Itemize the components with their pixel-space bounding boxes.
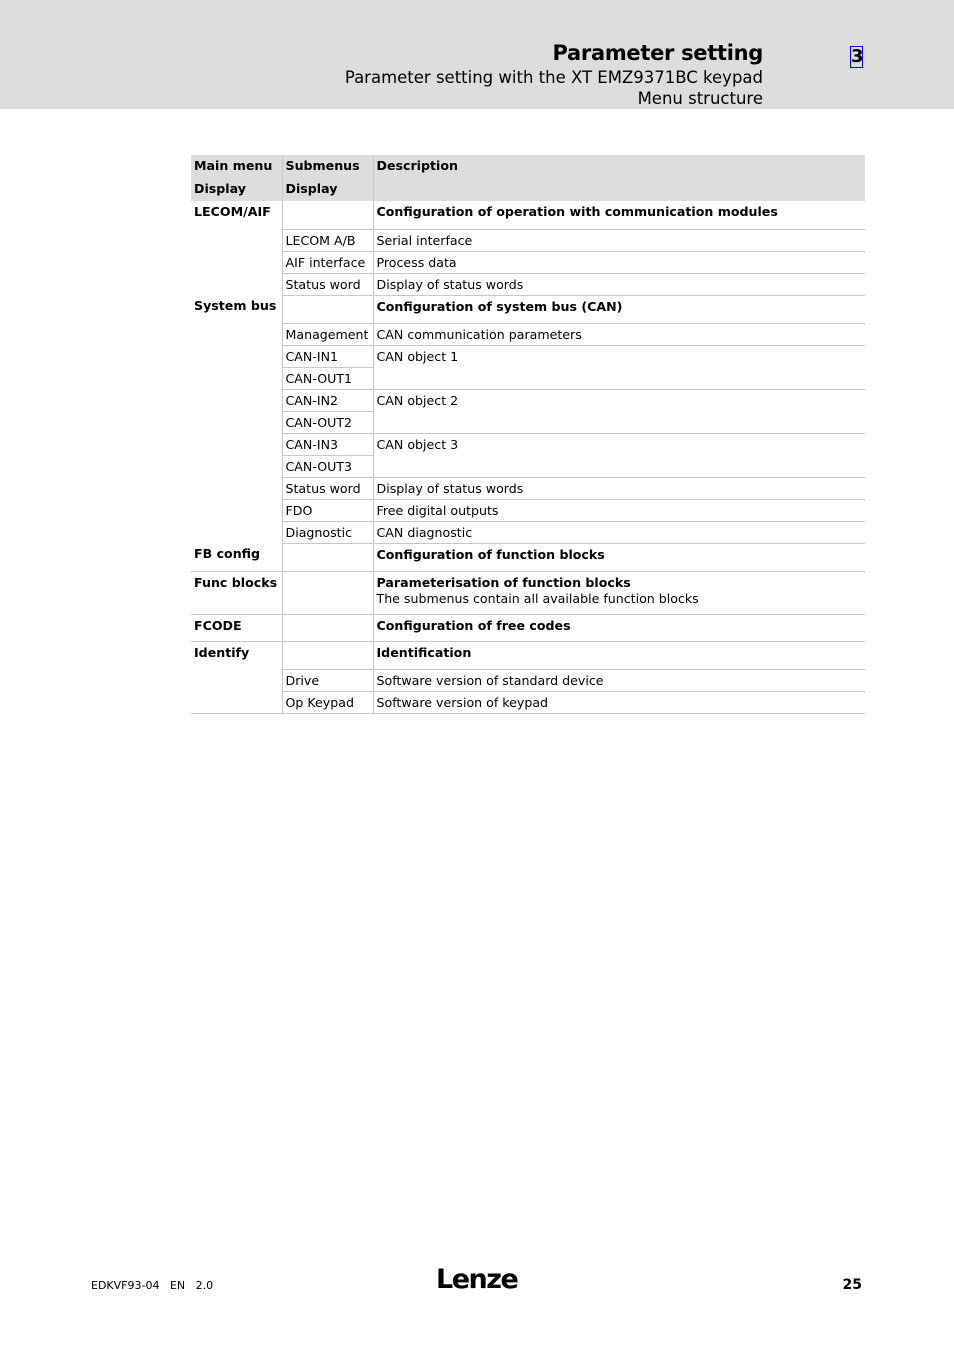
table-row — [191, 571, 865, 614]
submenu-cell: CAN-OUT1 — [282, 367, 373, 389]
main-menu-cell: LECOM/AIF — [194, 204, 271, 219]
description-cell — [373, 571, 865, 614]
description-cell: Display of status words — [373, 477, 865, 499]
description-cell: Process data — [373, 251, 865, 273]
description-cell: CAN diagnostic — [373, 521, 865, 543]
submenu-cell: Diagnostic — [282, 521, 373, 543]
table-row — [191, 389, 865, 411]
table-row — [191, 229, 865, 251]
header-band — [0, 0, 954, 109]
description-detail: The submenus contain all available function blocks — [376, 590, 699, 606]
doc-language: EN — [169, 1279, 186, 1292]
document-id — [91, 1279, 213, 1292]
submenu-cell — [282, 614, 373, 641]
submenu-cell — [282, 295, 373, 323]
description-cell: Free digital outputs — [373, 499, 865, 521]
table-row — [191, 477, 865, 499]
submenu-cell: FDO — [282, 499, 373, 521]
doc-number: EDKVF93-04 — [91, 1279, 160, 1292]
table-row — [191, 641, 865, 669]
table-row — [191, 273, 865, 295]
table-row — [191, 499, 865, 521]
table-row — [191, 543, 865, 571]
submenu-cell: CAN-IN1 — [282, 345, 373, 367]
page-number: 25 — [842, 1277, 862, 1293]
submenu-cell: CAN-IN3 — [282, 433, 373, 455]
submenu-cell: Status word — [282, 477, 373, 499]
description-cell: CAN object 3 — [373, 433, 865, 477]
submenu-cell: Op Keypad — [282, 691, 373, 713]
submenu-cell — [282, 571, 373, 614]
doc-version: 2.0 — [195, 1279, 214, 1292]
table-row — [191, 691, 865, 713]
table-row — [191, 201, 865, 229]
submenu-cell: CAN-OUT3 — [282, 455, 373, 477]
description-cell: Software version of keypad — [373, 691, 865, 713]
main-menu-cell: FB config — [191, 543, 282, 571]
submenu-cell — [282, 641, 373, 669]
table-row — [191, 521, 865, 543]
table-row — [191, 614, 865, 641]
description-cell: Configuration of operation with communication modules — [373, 201, 865, 229]
table-row — [191, 323, 865, 345]
table-row — [191, 295, 865, 323]
header-submenus: Submenus — [282, 155, 373, 178]
section-title: Menu structure — [637, 89, 763, 108]
submenu-cell: AIF interface — [282, 251, 373, 273]
submenu-cell: Management — [282, 323, 373, 345]
submenu-cell — [282, 201, 373, 229]
description-cell: CAN object 1 — [373, 345, 865, 389]
description-cell: CAN communication parameters — [373, 323, 865, 345]
lenze-logo: Lenze — [436, 1264, 518, 1295]
table-row — [191, 669, 865, 691]
submenu-cell: LECOM A/B — [282, 229, 373, 251]
submenu-cell: Status word — [282, 273, 373, 295]
table-row — [191, 345, 865, 367]
header-display-sub: Display — [282, 178, 373, 201]
menu-structure-table — [191, 155, 865, 714]
main-menu-cell: FCODE — [191, 614, 282, 641]
submenu-cell: Drive — [282, 669, 373, 691]
description-title: Parameterisation of function blocks — [376, 574, 631, 590]
description-cell: CAN object 2 — [373, 389, 865, 433]
description-cell: Identification — [373, 641, 865, 669]
header-description: Description — [373, 155, 865, 201]
description-cell: Serial interface — [373, 229, 865, 251]
description-cell: Display of status words — [373, 273, 865, 295]
submenu-cell — [282, 543, 373, 571]
description-cell: Configuration of system bus (CAN) — [373, 295, 865, 323]
description-cell: Configuration of free codes — [373, 614, 865, 641]
main-menu-cell: Func blocks — [191, 571, 282, 614]
page-subtitle: Parameter setting with the XT EMZ9371BC keypad — [344, 68, 763, 87]
main-menu-cell: Identify — [191, 641, 282, 713]
submenu-cell: CAN-IN2 — [282, 389, 373, 411]
chapter-link[interactable]: 3 — [851, 46, 864, 67]
header-display-main: Display — [191, 178, 282, 201]
submenu-cell: CAN-OUT2 — [282, 411, 373, 433]
header-main-menu: Main menu — [191, 155, 282, 178]
main-menu-cell: System bus — [194, 298, 277, 313]
table-row — [191, 251, 865, 273]
table-row — [191, 433, 865, 455]
description-cell: Configuration of function blocks — [373, 543, 865, 571]
page-title: Parameter setting — [552, 41, 763, 65]
description-cell: Software version of standard device — [373, 669, 865, 691]
table-header-row — [191, 155, 865, 178]
